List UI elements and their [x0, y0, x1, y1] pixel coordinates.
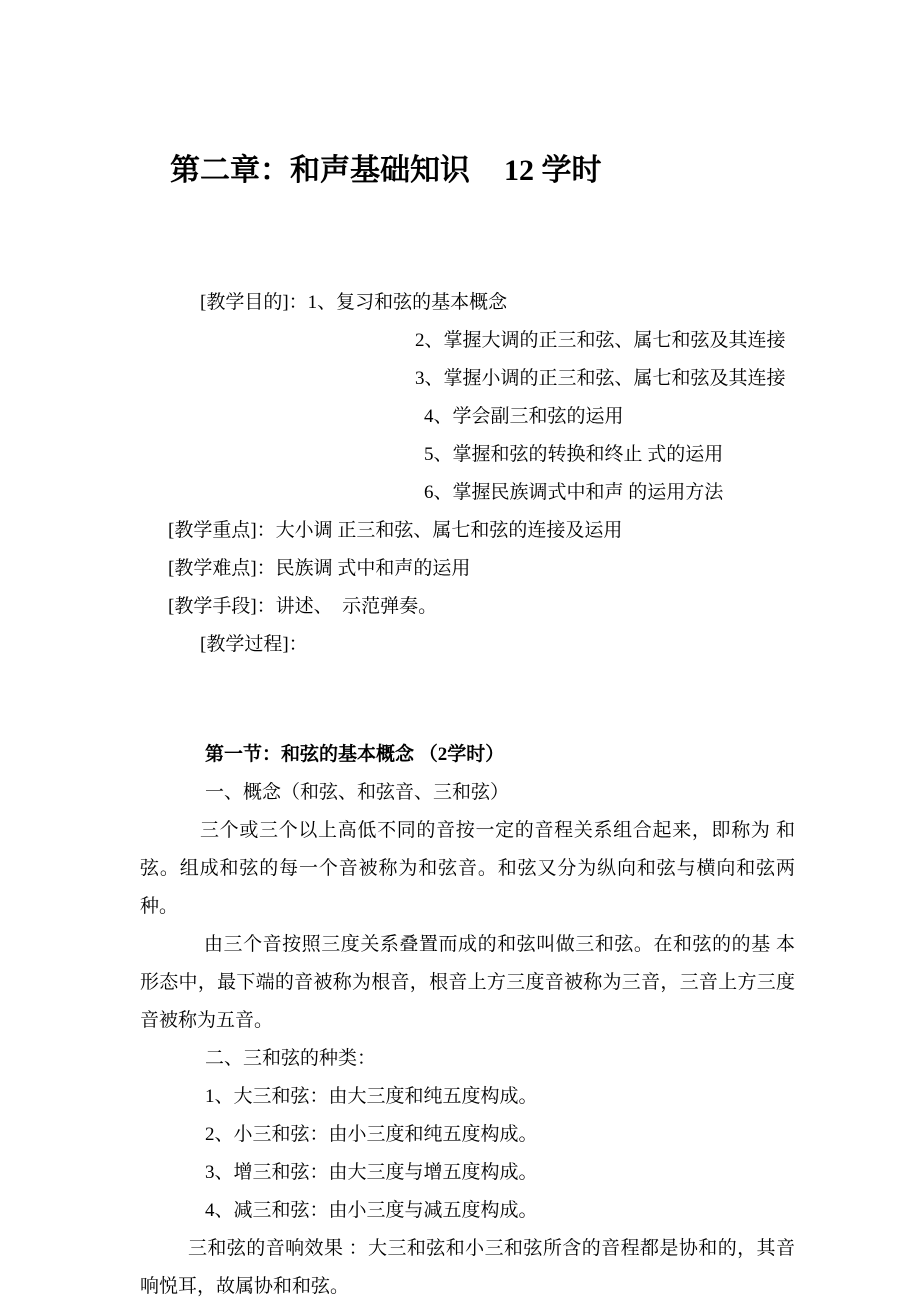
teaching-plan — [140, 284, 795, 664]
section-1-sub-1: 一、概念（和弦、和弦音、三和弦） — [205, 782, 510, 803]
objective-item-2: 2、掌握大调的正三和弦、属七和弦及其连接 — [415, 330, 786, 351]
objectives-line — [200, 284, 795, 322]
objective-item-6: 6、掌握民族调式中和声 的运用方法 — [424, 482, 724, 503]
triad-type-4: 4、减三和弦：由小三度与减五度构成。 — [205, 1200, 538, 1221]
triad-type-3: 3、增三和弦：由大三度与增五度构成。 — [205, 1162, 538, 1183]
chapter-title — [140, 108, 795, 234]
objectives-label: [教学目的]： — [200, 292, 308, 313]
triad-type-2: 2、小三和弦：由小三度和纯五度构成。 — [205, 1124, 538, 1145]
section-1-heading: 第一节：和弦的基本概念 （2学时） — [205, 744, 505, 765]
triad-type-1: 1、大三和弦：由大三度和纯五度构成。 — [205, 1086, 538, 1107]
difficulties-line: [教学难点]：民族调 式中和声的运用 — [168, 558, 471, 579]
key-points-line: [教学重点]：大小调 正三和弦、属七和弦的连接及运用 — [168, 520, 623, 541]
objective-item-4: 4、学会副三和弦的运用 — [424, 406, 624, 427]
objective-item-1: 1、复习和弦的基本概念 — [307, 292, 508, 313]
section-1-sub-2: 二、三和弦的种类： — [205, 1048, 377, 1069]
objective-item-3: 3、掌握小调的正三和弦、属七和弦及其连接 — [415, 368, 786, 389]
section-1-para-1: 三个或三个以上高低不同的音按一定的音程关系组合起来，即称为 和弦。组成和弦的每一个音被称为和弦音。和弦又分为纵向和弦与横向和弦两种。 — [140, 820, 795, 917]
objective-item-5: 5、掌握和弦的转换和终止 式的运用 — [424, 444, 724, 465]
section-1-para-2: 由三个音按照三度关系叠置而成的和弦叫做三和弦。在和弦的的基 本形态中，最下端的音被称为根音，根音上方三度音被称为三音，三音上方三度音被称为五音。 — [140, 934, 795, 1031]
chapter-title-text: 第二章：和声基础知识 — [170, 154, 470, 187]
section-1-para-3: 三和弦的音响效果 ：大三和弦和小三和弦所含的音程都是协和的，其音响悦耳，故属协和和弦。 — [140, 1238, 795, 1297]
process-line: [教学过程]： — [200, 634, 308, 655]
methods-line: [教学手段]：讲述、 示范弹奏。 — [168, 596, 438, 617]
chapter-hours: 12 学时 — [504, 154, 602, 187]
section-1 — [140, 736, 795, 1302]
